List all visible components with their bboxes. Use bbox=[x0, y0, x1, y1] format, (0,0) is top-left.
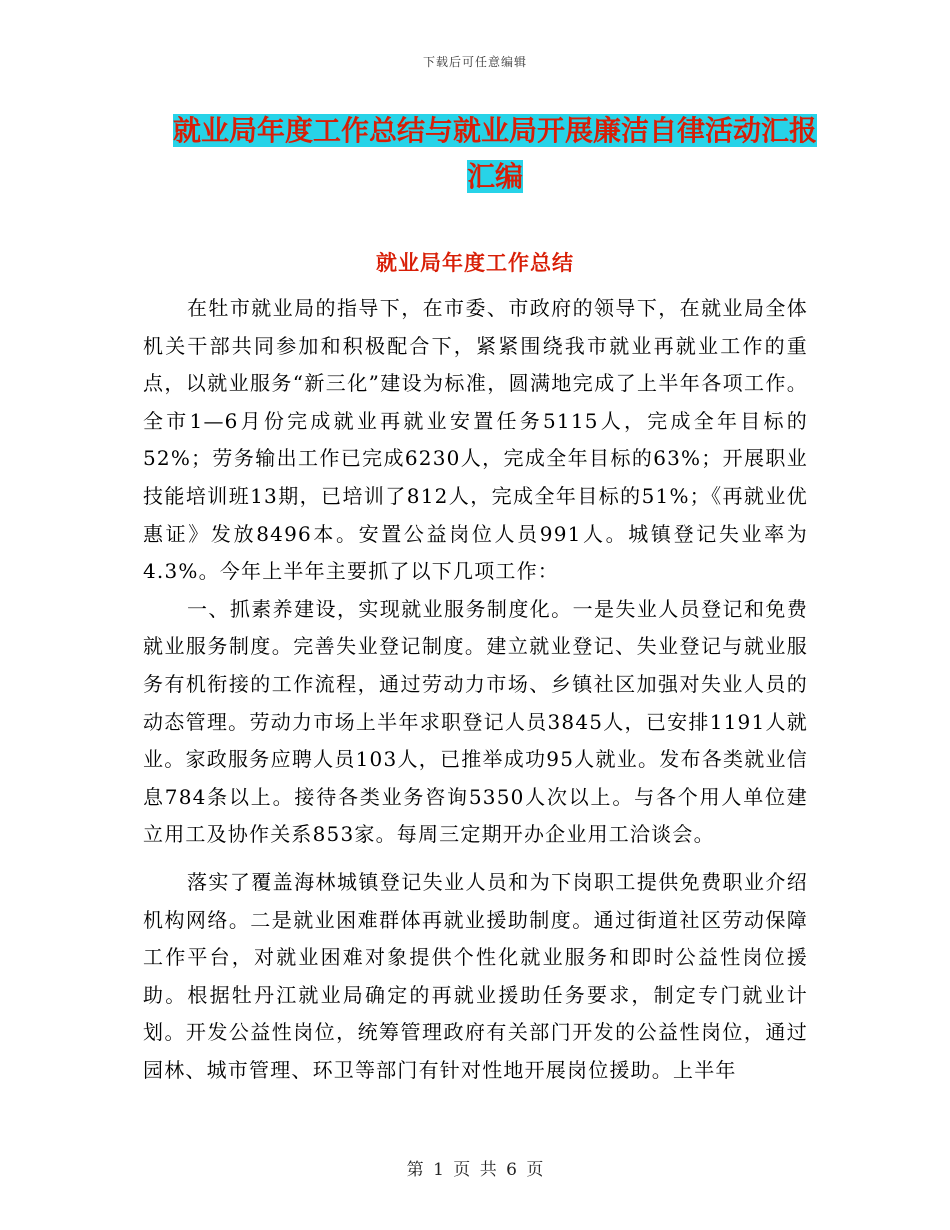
body-text bbox=[143, 290, 808, 1089]
paragraph-intro: 在牡市就业局的指导下，在市委、市政府的领导下，在就业局全体机关干部共同参加和积极配合下，紧紧围绕我市就业再就业工作的重点，以就业服务“新三化”建设为标准，圆满地完成了上半年各项工作。全市1—6月份完成就业再就业安置任务5115人，完成全年目标的52%；劳务输出工作已完成6230人，完成全年目标的63%；开展职业技能培训班13期，已培训了812人，完成全年目标的51%；《再就业优惠证》发放8496本。安置公益岗位人员991人。城镇登记失业率为 4.3%。今年上半年主要抓了以下几项工作： bbox=[143, 296, 808, 584]
header-note: 下载后可任意编辑 bbox=[422, 55, 527, 69]
page-number-footer: 第 1 页 共 6 页 bbox=[406, 1160, 544, 1180]
paragraph-item-one: 一、抓素养建设，实现就业服务制度化。一是失业人员登记和免费就业服务制度。完善失业登记制度。建立就业登记、失业登记与就业服务有机衔接的工作流程，通过劳动力市场、乡镇社区加强对失业人员的动态管理。劳动力市场上半年求职登记人员3845人，已安排1191人就业。家政服务应聘人员103人，已推举成功95人就业。发布各类就业信息784条以上。接待各类业务咨询5350人次以上。与各个用人单位建立用工及协作关系853家。每周三定期开办企业用工洽谈会。 bbox=[143, 596, 808, 847]
paragraph-continuation: 落实了覆盖海林城镇登记失业人员和为下岗职工提供免费职业介绍机构网络。二是就业困难群体再就业援助制度。通过街道社区劳动保障工作平台，对就业困难对象提供个性化就业服务和即时公益性岗位援助。根据牡丹江就业局确定的再就业援助任务要求，制定专门就业计划。开发公益性岗位，统筹管理政府有关部门开发的公益性岗位，通过园林、城市管理、环卫等部门有针对性地开展岗位援助。上半年 bbox=[143, 869, 808, 1082]
document-title bbox=[170, 108, 820, 200]
section-title: 就业局年度工作总结 bbox=[376, 251, 574, 275]
document-title-text: 就业局年度工作总结与就业局开展廉洁自律活动汇报汇编 bbox=[172, 114, 817, 193]
